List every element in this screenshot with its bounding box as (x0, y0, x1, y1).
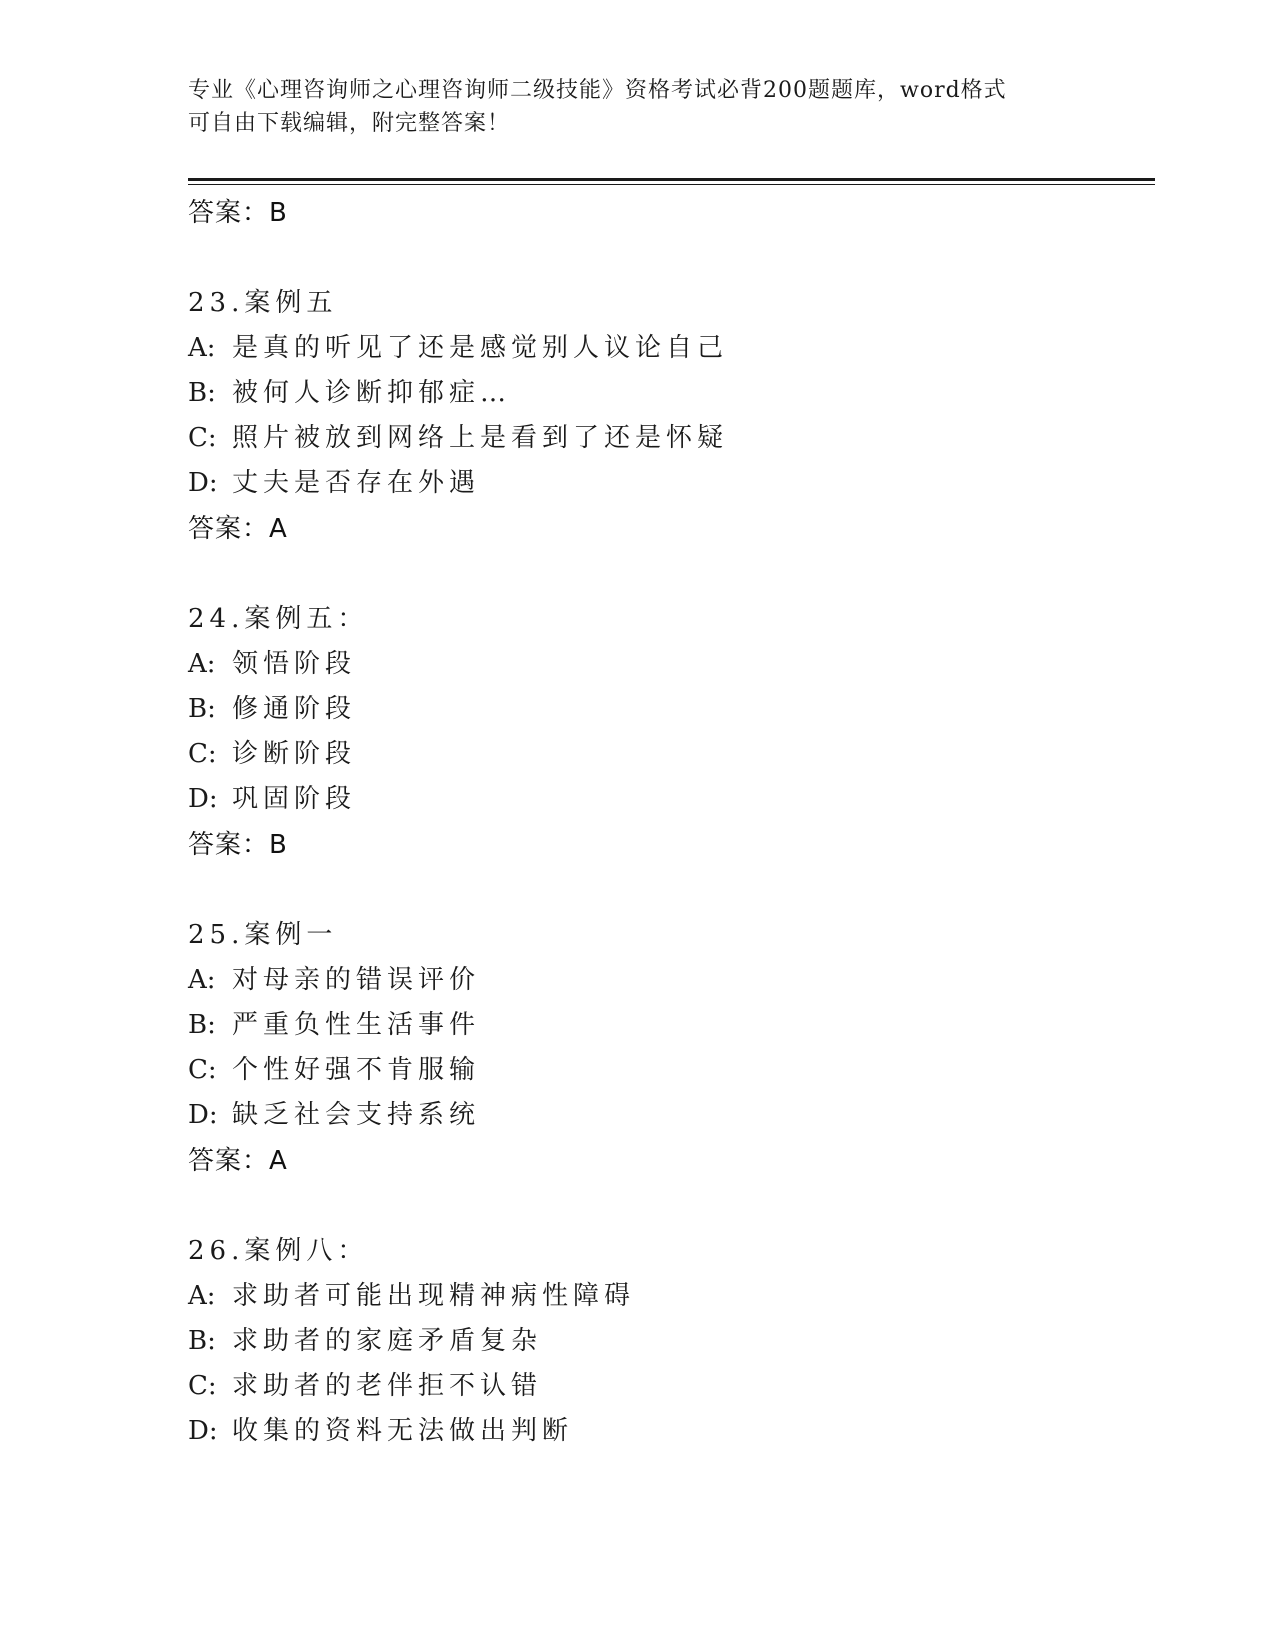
header-divider-thick (188, 178, 1155, 181)
option-letter: B: (188, 378, 216, 408)
header-line-2: 可自由下载编辑，附完整答案！ (188, 111, 511, 136)
option-letter: B: (188, 1010, 216, 1040)
option-text: 修通阶段 (232, 694, 357, 724)
option-letter: C: (188, 739, 217, 769)
option-text: 求助者的家庭矛盾复杂 (232, 1326, 543, 1356)
option-letter: A: (188, 965, 216, 995)
option-text: 诊断阶段 (232, 739, 357, 769)
question-block (188, 597, 1148, 868)
question-title: 23.案例五 (188, 288, 338, 318)
option-b (188, 687, 1148, 732)
option-a (188, 958, 1148, 1003)
option-a (188, 326, 1148, 371)
option-text: 被何人诊断抑郁症… (232, 378, 512, 408)
option-text: 个性好强不肯服输 (232, 1055, 481, 1085)
question-block (188, 1229, 1148, 1454)
header-line-1: 专业《心理咨询师之心理咨询师二级技能》资格考试必背200题题库，word格式 (188, 78, 1007, 103)
question-block (188, 281, 1148, 552)
question-list (188, 190, 1148, 1454)
option-text: 是真的听见了还是感觉别人议论自己 (232, 333, 729, 363)
option-letter: D: (188, 1416, 218, 1446)
option-text: 求助者可能出现精神病性障碍 (232, 1281, 636, 1311)
question-title: 24.案例五： (188, 604, 369, 634)
option-b (188, 1319, 1148, 1364)
spacer (188, 1184, 1148, 1229)
header-divider-thin (188, 184, 1155, 185)
question-title: 26.案例八： (188, 1236, 369, 1266)
answer-line: 答案：B (188, 830, 288, 860)
option-letter: C: (188, 1055, 217, 1085)
option-letter: B: (188, 694, 216, 724)
option-b (188, 1003, 1148, 1048)
option-b (188, 371, 1148, 416)
option-d (188, 461, 1148, 506)
option-letter: D: (188, 784, 218, 814)
option-letter: A: (188, 649, 216, 679)
option-letter: A: (188, 333, 216, 363)
option-letter: C: (188, 423, 217, 453)
option-letter: C: (188, 1371, 217, 1401)
option-a (188, 642, 1148, 687)
answer-line: 答案：A (188, 514, 288, 544)
spacer (188, 236, 1148, 281)
option-c (188, 732, 1148, 777)
option-text: 照片被放到网络上是看到了还是怀疑 (232, 423, 729, 453)
option-text: 收集的资料无法做出判断 (232, 1416, 574, 1446)
option-letter: B: (188, 1326, 216, 1356)
option-text: 领悟阶段 (232, 649, 357, 679)
option-letter: D: (188, 1100, 218, 1130)
option-d (188, 777, 1148, 822)
option-text: 丈夫是否存在外遇 (232, 468, 481, 498)
option-c (188, 416, 1148, 461)
option-text: 对母亲的错误评价 (232, 965, 481, 995)
option-d (188, 1409, 1148, 1454)
option-text: 严重负性生活事件 (232, 1010, 481, 1040)
option-letter: D: (188, 468, 218, 498)
question-title: 25.案例一 (188, 920, 338, 950)
option-letter: A: (188, 1281, 216, 1311)
option-text: 求助者的老伴拒不认错 (232, 1371, 543, 1401)
option-c (188, 1364, 1148, 1409)
option-a (188, 1274, 1148, 1319)
answer-line: 答案：A (188, 1146, 288, 1176)
answer-line: 答案：B (188, 198, 288, 228)
option-d (188, 1093, 1148, 1138)
document-header (188, 74, 1088, 140)
option-text: 缺乏社会支持系统 (232, 1100, 481, 1130)
option-text: 巩固阶段 (232, 784, 357, 814)
question-block (188, 913, 1148, 1184)
spacer (188, 868, 1148, 913)
option-c (188, 1048, 1148, 1093)
spacer (188, 552, 1148, 597)
